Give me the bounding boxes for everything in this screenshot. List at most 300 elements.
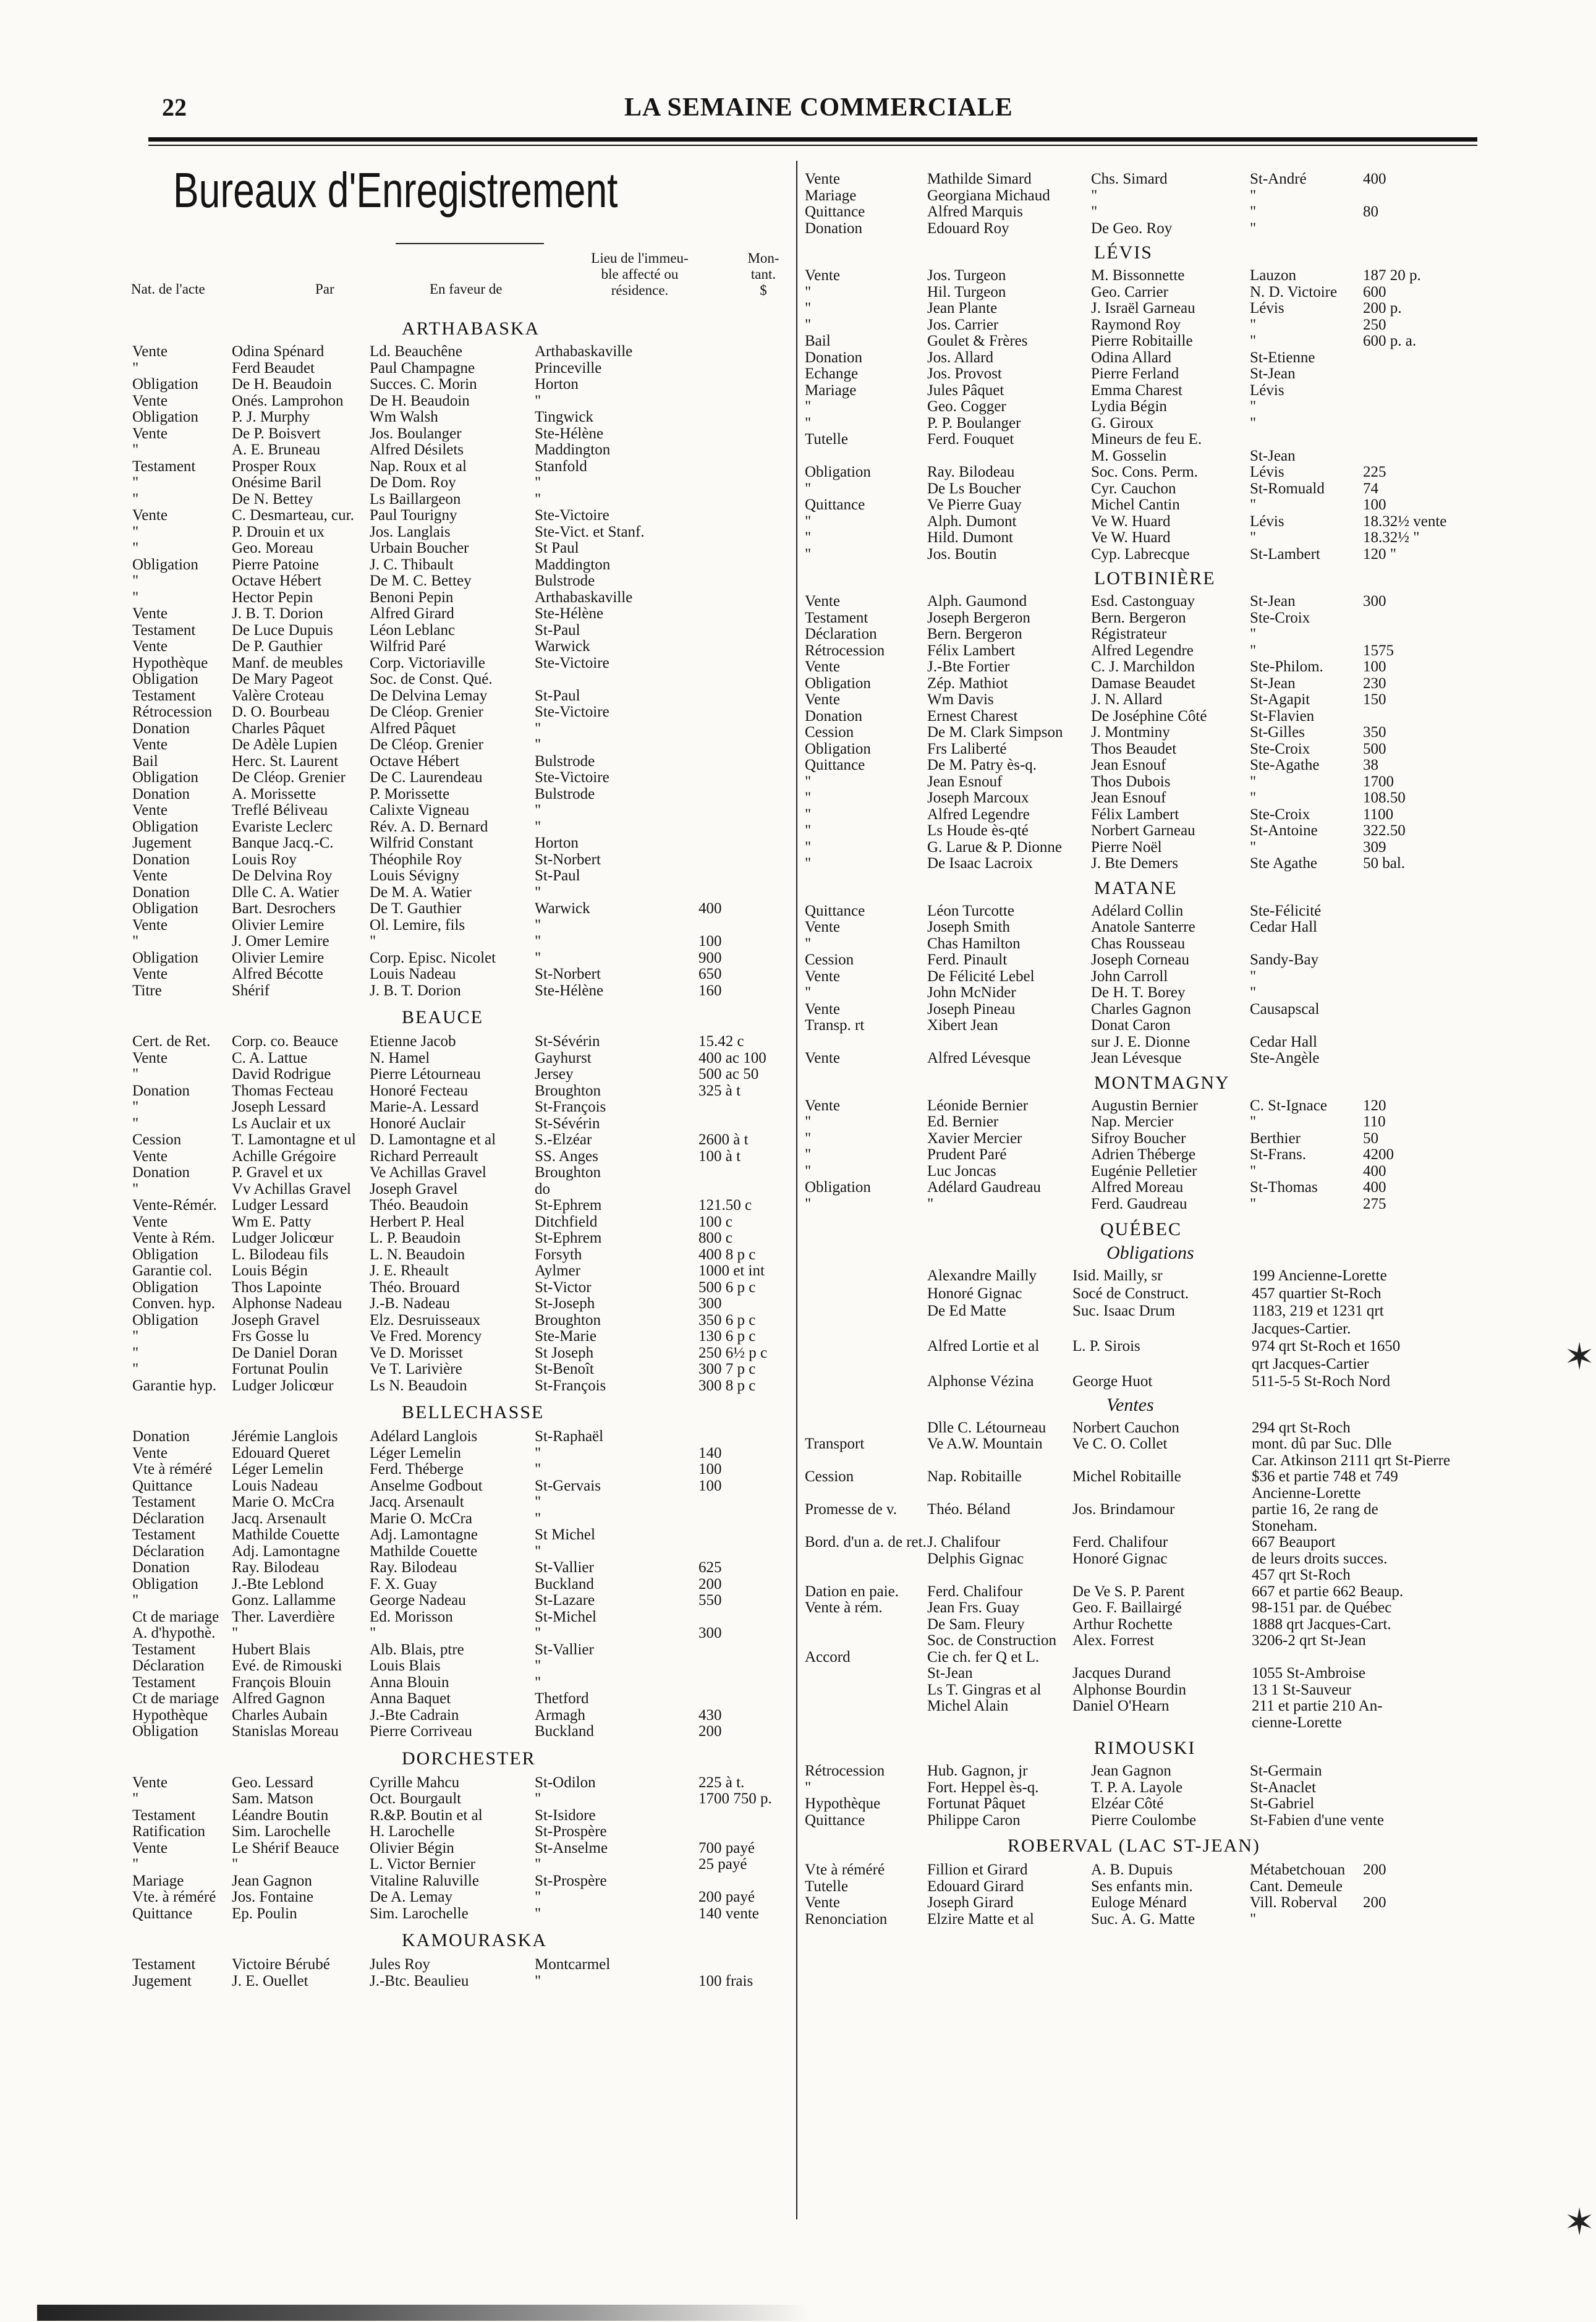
party-par: Ferd Beaudet [232, 359, 315, 376]
section-heading: KAMOURASKA [402, 1930, 548, 1950]
party-faveur: Régistrateur [1091, 626, 1167, 642]
party-faveur: Damase Beaudet [1091, 674, 1195, 692]
table-row [0, 317, 1596, 334]
table-row [0, 1518, 1596, 1535]
acte-type: " [805, 984, 812, 1001]
party-faveur: De C. Laurendeau [370, 769, 483, 786]
party-faveur: Léger Lemelin [370, 1444, 461, 1461]
acte-type: " [132, 1361, 139, 1377]
party-faveur: Socé de Construct. [1072, 1285, 1189, 1302]
party-faveur: Alfred Girard [370, 605, 454, 622]
party-faveur: Honoré Fecteau [370, 1082, 468, 1099]
acte-type: Vente [805, 267, 840, 284]
acte-type: " [132, 490, 139, 508]
location: " [1250, 838, 1257, 856]
location: Stanfold [535, 457, 587, 475]
location: Berthier [1250, 1129, 1301, 1147]
acte-type: Vente [132, 1213, 168, 1230]
table-row [0, 1303, 1596, 1320]
party-faveur: Anselme Godbout [370, 1477, 483, 1494]
acte-type: " [805, 838, 812, 856]
location: St-Benoît [535, 1361, 594, 1377]
party-faveur: L. P. Beaudoin [370, 1230, 461, 1246]
party-faveur: Herbert P. Heal [370, 1213, 465, 1230]
acte-type: Hypothèque [132, 1706, 208, 1724]
acte-type: Vente [805, 593, 840, 610]
party-par: St-Jean [927, 1665, 973, 1682]
acte-type: Jugement [132, 1972, 192, 1989]
amount: 309 [1363, 838, 1386, 856]
party-par: Wm Davis [927, 691, 994, 708]
party-faveur: L. N. Beaudoin [370, 1246, 465, 1263]
acte-type: Mariage [805, 381, 857, 399]
party-faveur: Jos. Boulanger [370, 425, 462, 442]
acte-type: Obligation [132, 949, 198, 966]
party-par: Ve A.W. Mountain [927, 1435, 1043, 1452]
party-par: Léonide Bernier [927, 1097, 1029, 1114]
acte-type: Ratification [132, 1823, 206, 1840]
acte-type: " [805, 1162, 812, 1180]
acte-type: Donation [805, 219, 863, 237]
party-par: Léandre Boutin [232, 1806, 329, 1824]
location: Ste-Philom. [1250, 658, 1323, 675]
party-par: Léger Lemelin [232, 1461, 323, 1478]
party-faveur: Soc. de Const. Qué. [370, 671, 493, 687]
acte-type: Hypothèque [805, 1795, 881, 1812]
party-faveur: Alfred Moreau [1091, 1179, 1184, 1196]
acte-type: Vente [132, 736, 168, 753]
col-header-faveur: En faveur de [430, 281, 503, 297]
acte-type: Vente [805, 1894, 840, 1911]
location: Ste-Hélène [535, 425, 604, 442]
party-par: Jean Gagnon [232, 1872, 312, 1889]
table-row [0, 1468, 1596, 1486]
location: " [1250, 529, 1257, 546]
table-row [0, 1246, 1596, 1264]
party-faveur: Pierre Noël [1091, 838, 1162, 856]
location: 294 qrt St-Roch [1252, 1419, 1351, 1436]
table-row [0, 333, 1596, 350]
party-faveur: Sifroy Boucher [1091, 1129, 1186, 1147]
party-faveur: Octave Hébert [370, 752, 460, 770]
party-par: De Delvina Roy [232, 867, 333, 884]
location: St-Paul [535, 687, 580, 704]
table-row [0, 1812, 1596, 1829]
acte-type: Obligation [132, 900, 198, 917]
location: " [535, 916, 541, 933]
acte-type: " [132, 1344, 139, 1361]
party-faveur: George Huot [1072, 1373, 1153, 1390]
table-row [0, 1973, 1596, 1990]
acte-type: Obligation [132, 671, 198, 687]
acte-type: Donation [132, 1164, 190, 1181]
party-faveur: Ferd. Chalifour [1072, 1534, 1168, 1550]
party-faveur: Ld. Beauchêne [370, 343, 462, 360]
acte-type: Cert. de Ret. [132, 1033, 211, 1050]
acte-type: Ct de mariage [132, 1690, 219, 1707]
party-par: Ferd. Pinault [927, 951, 1008, 968]
amount: 1575 [1363, 642, 1394, 659]
party-par: Evariste Leclerc [232, 818, 333, 835]
location: St-Fabien d'une vente [1250, 1811, 1384, 1829]
acte-type: Vente [132, 1049, 168, 1066]
page-number: 22 [162, 93, 187, 121]
amount: 325 à t [698, 1082, 741, 1099]
location: Lauzon [1250, 267, 1296, 284]
subsection-heading: Ventes [1106, 1394, 1154, 1415]
location: " [535, 392, 541, 409]
party-faveur: Pierre Corriveau [370, 1723, 472, 1740]
party-par: Jérémie Langlois [232, 1428, 338, 1445]
acte-type: " [132, 572, 139, 589]
table-row [0, 1878, 1596, 1895]
party-par: John McNider [927, 984, 1016, 1001]
party-par: Alphonse Nadeau [232, 1295, 342, 1312]
party-par: Joseph Lessard [232, 1099, 326, 1115]
location: Jacques-Cartier. [1252, 1320, 1351, 1337]
acte-type: Vente à rém. [805, 1599, 883, 1616]
acte-type: Mariage [132, 1872, 184, 1889]
party-par: Jean Frs. Guay [927, 1599, 1020, 1616]
location: 13 1 St-Sauveur [1252, 1681, 1352, 1698]
party-faveur: Marie O. McCra [370, 1510, 472, 1527]
party-faveur: Corp. Episc. Nicolet [370, 949, 496, 966]
party-faveur: Nap. Roux et al [370, 457, 467, 475]
location: 457 qrt St-Roch [1252, 1567, 1351, 1583]
table-row [0, 220, 1596, 237]
acte-type: " [132, 441, 139, 458]
party-faveur: Ed. Morisson [370, 1608, 453, 1625]
location: " [1250, 642, 1257, 659]
table-row [0, 572, 1596, 590]
amount: 230 [1363, 674, 1386, 692]
acte-type: Obligation [805, 464, 871, 480]
party-par: Alph. Dumont [927, 512, 1017, 530]
party-faveur: Calixte Vigneau [370, 802, 470, 819]
location: Broughton [535, 1164, 601, 1181]
section-heading: LOTBINIÈRE [1094, 568, 1216, 589]
location: Ste-Hélène [535, 605, 604, 622]
party-faveur: N. Hamel [370, 1049, 430, 1066]
party-par: Joseph Gravel [232, 1311, 320, 1329]
amount: 625 [698, 1559, 722, 1576]
amount: 120 " [1363, 545, 1396, 563]
page-title: Bureaux d'Enregistrement [173, 163, 618, 218]
party-par: Félix Lambert [927, 642, 1016, 659]
party-par: Octave Hébert [232, 572, 322, 589]
party-par: Ludger Lessard [232, 1197, 329, 1214]
location: " [1250, 316, 1257, 333]
party-faveur: George Nadeau [370, 1592, 466, 1609]
party-faveur: De Geo. Roy [1091, 219, 1173, 237]
location: Ste-Angèle [1250, 1050, 1320, 1066]
table-row [0, 1698, 1596, 1715]
acte-type: Vente [132, 343, 168, 360]
amount: 350 [1363, 724, 1386, 741]
party-par: Edouard Roy [927, 219, 1009, 237]
party-faveur: " [370, 933, 376, 950]
party-par: Bern. Bergeron [927, 626, 1022, 642]
acte-type: " [132, 1856, 139, 1873]
table-row [0, 724, 1596, 741]
party-par: Xibert Jean [927, 1017, 998, 1034]
location: Ste-Victoire [535, 507, 609, 524]
party-faveur: Ses enfants min. [1091, 1878, 1193, 1895]
party-par: Adj. Lamontagne [232, 1542, 340, 1560]
party-par: J. Chalifour [927, 1534, 1001, 1550]
location: " [1250, 773, 1257, 790]
amount: 108.50 [1363, 789, 1406, 806]
party-faveur: Jacques Durand [1072, 1665, 1171, 1682]
location: mont. dû par Suc. Dlle [1252, 1435, 1392, 1452]
amount: 18.32½ " [1363, 529, 1420, 546]
acte-type: Quittance [805, 902, 865, 919]
location: St-Thomas [1250, 1179, 1318, 1196]
party-par: Zép. Mathiot [927, 674, 1008, 692]
acte-type: Donation [132, 1428, 190, 1445]
party-faveur: Ol. Lemire, fils [370, 916, 465, 933]
party-par: D. O. Bourbeau [232, 704, 330, 720]
location: " [535, 474, 541, 491]
party-par: Dlle C. A. Watier [232, 883, 339, 901]
location: Causapscal [1250, 1000, 1320, 1018]
location: Vill. Roberval [1250, 1894, 1338, 1911]
party-faveur: Elz. Desruisseaux [370, 1311, 481, 1329]
party-faveur: Emma Charest [1091, 381, 1182, 399]
table-row [0, 1097, 1596, 1115]
location: St-Lazare [535, 1592, 595, 1609]
party-par: Banque Jacq.-C. [232, 835, 334, 851]
location: " [1250, 789, 1257, 806]
acte-type: Obligation [132, 1575, 198, 1593]
acte-type: Bail [805, 333, 831, 349]
section-heading: QUÉBEC [1100, 1219, 1182, 1240]
party-faveur: Alfred Pâquet [370, 720, 456, 737]
party-par: Philippe Caron [927, 1811, 1021, 1829]
party-faveur: D. Lamontagne et al [370, 1131, 496, 1148]
acte-type: Obligation [132, 1278, 198, 1296]
location: " [535, 736, 541, 753]
acte-type: Garantie hyp. [132, 1377, 217, 1394]
party-par: Sim. Larochelle [232, 1823, 331, 1840]
party-par: Ep. Poulin [232, 1905, 297, 1922]
party-faveur: Ve T. Larivière [370, 1361, 462, 1377]
table-row [0, 1267, 1596, 1285]
acte-type: Vente [805, 919, 840, 935]
acte-type: Donation [132, 851, 190, 868]
party-par: Honoré Gignac [927, 1285, 1022, 1302]
acte-type: Vente [132, 802, 168, 819]
party-faveur: Esd. Castonguay [1091, 593, 1195, 610]
party-par: Manf. de meubles [232, 654, 343, 671]
party-faveur: Bern. Bergeron [1091, 609, 1186, 626]
acte-type: Dation en paie. [805, 1583, 899, 1600]
acte-type: Ct de mariage [132, 1608, 219, 1625]
party-faveur: Rév. A. D. Bernard [370, 818, 488, 835]
location: Car. Atkinson 2111 qrt St-Pierre [1252, 1452, 1451, 1469]
party-par: Ludger Jolicœur [232, 1377, 334, 1394]
location: St-François [535, 1099, 606, 1115]
party-faveur: J.-Btc. Beaulieu [370, 1972, 469, 1989]
party-faveur: M. Gosselin [1091, 447, 1167, 464]
party-faveur: Isid. Mailly, sr [1072, 1267, 1163, 1284]
table-row [0, 1501, 1596, 1518]
amount: 150 [1363, 691, 1386, 708]
location: Montcarmel [535, 1956, 611, 1973]
location: Maddington [535, 556, 611, 573]
party-faveur: Jos. Brindamour [1072, 1501, 1175, 1518]
acte-type: " [132, 359, 139, 376]
acte-type: Transp. rt [805, 1017, 865, 1034]
amount: 50 bal. [1363, 855, 1406, 872]
acte-type: " [132, 1592, 139, 1609]
amount: 187 20 p. [1363, 267, 1421, 284]
table-row [0, 448, 1596, 465]
party-par: Jacq. Arsenault [232, 1510, 326, 1527]
acte-type: " [805, 806, 812, 823]
header-rule [148, 137, 1477, 142]
location: " [535, 1444, 541, 1461]
amount: 200 [1363, 1861, 1386, 1878]
amount: 225 à t. [698, 1774, 745, 1791]
party-par: Shérif [232, 982, 270, 999]
location: 98-151 par. de Québec [1252, 1599, 1392, 1616]
table-row [0, 1779, 1596, 1797]
amount: 700 payé [698, 1839, 755, 1856]
party-par: De Sam. Fleury [927, 1615, 1025, 1633]
party-par: Ls T. Gingras et al [927, 1681, 1042, 1698]
acte-type: " [132, 474, 139, 491]
acte-type: Vente à Rém. [132, 1230, 215, 1246]
party-faveur: Félix Lambert [1091, 806, 1179, 823]
acte-type: Déclaration [132, 1542, 205, 1560]
party-faveur: Anna Baquet [370, 1690, 451, 1707]
party-faveur: Suc. Isaac Drum [1072, 1303, 1175, 1319]
amount: 250 [1363, 316, 1386, 333]
location: St-Gervais [535, 1477, 601, 1494]
location: S.-Elzéar [535, 1131, 592, 1148]
party-par: P. J. Murphy [232, 409, 310, 425]
party-par: Alfred Bécotte [232, 966, 323, 982]
acte-type: Garantie col. [132, 1262, 213, 1279]
party-par: Bart. Desrochers [232, 900, 336, 917]
party-par: T. Lamontagne et ul [232, 1131, 356, 1148]
table-row [0, 610, 1596, 627]
location: St-Jean [1250, 674, 1296, 692]
party-faveur: Pierre Coulombe [1091, 1811, 1197, 1829]
amount: 500 [1363, 740, 1386, 757]
acte-type: " [805, 1129, 812, 1147]
table-row [0, 1163, 1596, 1180]
party-par: Sam. Matson [232, 1790, 313, 1807]
running-head: LA SEMAINE COMMERCIALE [624, 93, 1013, 122]
acte-type: " [805, 1195, 812, 1212]
location: St-Paul [535, 867, 580, 884]
acte-type: Obligation [132, 769, 198, 786]
party-par: Hub. Gagnon, jr [927, 1763, 1028, 1779]
party-par: Léon Turcotte [927, 902, 1014, 919]
party-par: Soc. de Construction [927, 1632, 1057, 1649]
location: " [1250, 626, 1257, 642]
acte-type: Tutelle [805, 431, 848, 448]
acte-type: Vente [805, 1000, 840, 1018]
location: " [535, 1790, 541, 1807]
location: St-Frans. [1250, 1146, 1306, 1163]
location: " [535, 720, 541, 737]
party-par: De Ls Boucher [927, 480, 1021, 497]
acte-type: Vente [132, 605, 168, 622]
party-par: Ferd. Fouquet [927, 431, 1014, 448]
table-row [0, 1320, 1596, 1338]
table-row [0, 675, 1596, 692]
acte-type: " [805, 855, 812, 872]
party-par: David Rodrigue [232, 1066, 331, 1082]
amount: 121.50 c [698, 1197, 752, 1214]
party-par: Corp. co. Beauce [232, 1033, 339, 1050]
party-par: De Isaac Lacroix [927, 855, 1033, 872]
acte-type: " [805, 414, 812, 432]
acte-type: " [805, 1113, 812, 1130]
party-par: Onés. Lamprohon [232, 392, 344, 409]
location: St-Etienne [1250, 349, 1315, 366]
party-faveur: De H. T. Borey [1091, 984, 1186, 1001]
party-faveur: Corp. Victoriaville [370, 654, 485, 671]
table-row [0, 349, 1596, 367]
party-par: Achille Grégoire [232, 1147, 336, 1165]
party-faveur: Succes. C. Morin [370, 376, 477, 393]
table-row [0, 1050, 1596, 1067]
table-row [0, 1066, 1596, 1083]
acte-type: " [132, 523, 139, 540]
location: " [535, 1657, 541, 1674]
table-row [0, 822, 1596, 840]
table-row [0, 642, 1596, 660]
party-faveur: Marie-A. Lessard [370, 1099, 479, 1115]
location: " [1250, 333, 1257, 349]
acte-type: Obligation [132, 409, 198, 425]
party-faveur: Pierre Létourneau [370, 1066, 481, 1082]
section-heading: BELLECHASSE [402, 1402, 545, 1423]
table-row [0, 300, 1596, 317]
party-faveur: L. P. Sirois [1072, 1338, 1140, 1354]
location: cienne-Lorette [1252, 1714, 1342, 1731]
page-edge-shadow [37, 2305, 810, 2321]
table-row [0, 839, 1596, 856]
acte-type: " [805, 283, 812, 300]
party-par: Joseph Girard [927, 1894, 1014, 1911]
party-par: Odina Spénard [232, 343, 325, 360]
party-par: Edouard Girard [927, 1878, 1024, 1895]
amount: 1100 [1363, 806, 1394, 823]
location: Gayhurst [535, 1049, 592, 1066]
amount: 300 [698, 1625, 722, 1641]
party-faveur: Jean Lévesque [1091, 1050, 1182, 1066]
party-faveur: Euloge Ménard [1091, 1894, 1187, 1911]
location: 1055 St-Ambroise [1252, 1665, 1366, 1682]
location: Aylmer [535, 1262, 581, 1279]
table-row [0, 431, 1596, 448]
table-row [0, 480, 1596, 498]
party-faveur: Urbain Boucher [370, 540, 469, 556]
party-faveur: Soc. Cons. Perm. [1091, 464, 1198, 480]
location: Arthabaskaville [535, 343, 633, 360]
location: Ste-Vict. et Stanf. [535, 523, 645, 540]
amount: 400 [1363, 171, 1386, 187]
acte-type: Vente [805, 658, 840, 675]
col-header-lieu: Lieu de l'immeu- ble affecté ou résidence. [591, 250, 689, 298]
location: St-André [1250, 171, 1307, 187]
location: $36 et partie 748 et 749 [1252, 1468, 1398, 1485]
